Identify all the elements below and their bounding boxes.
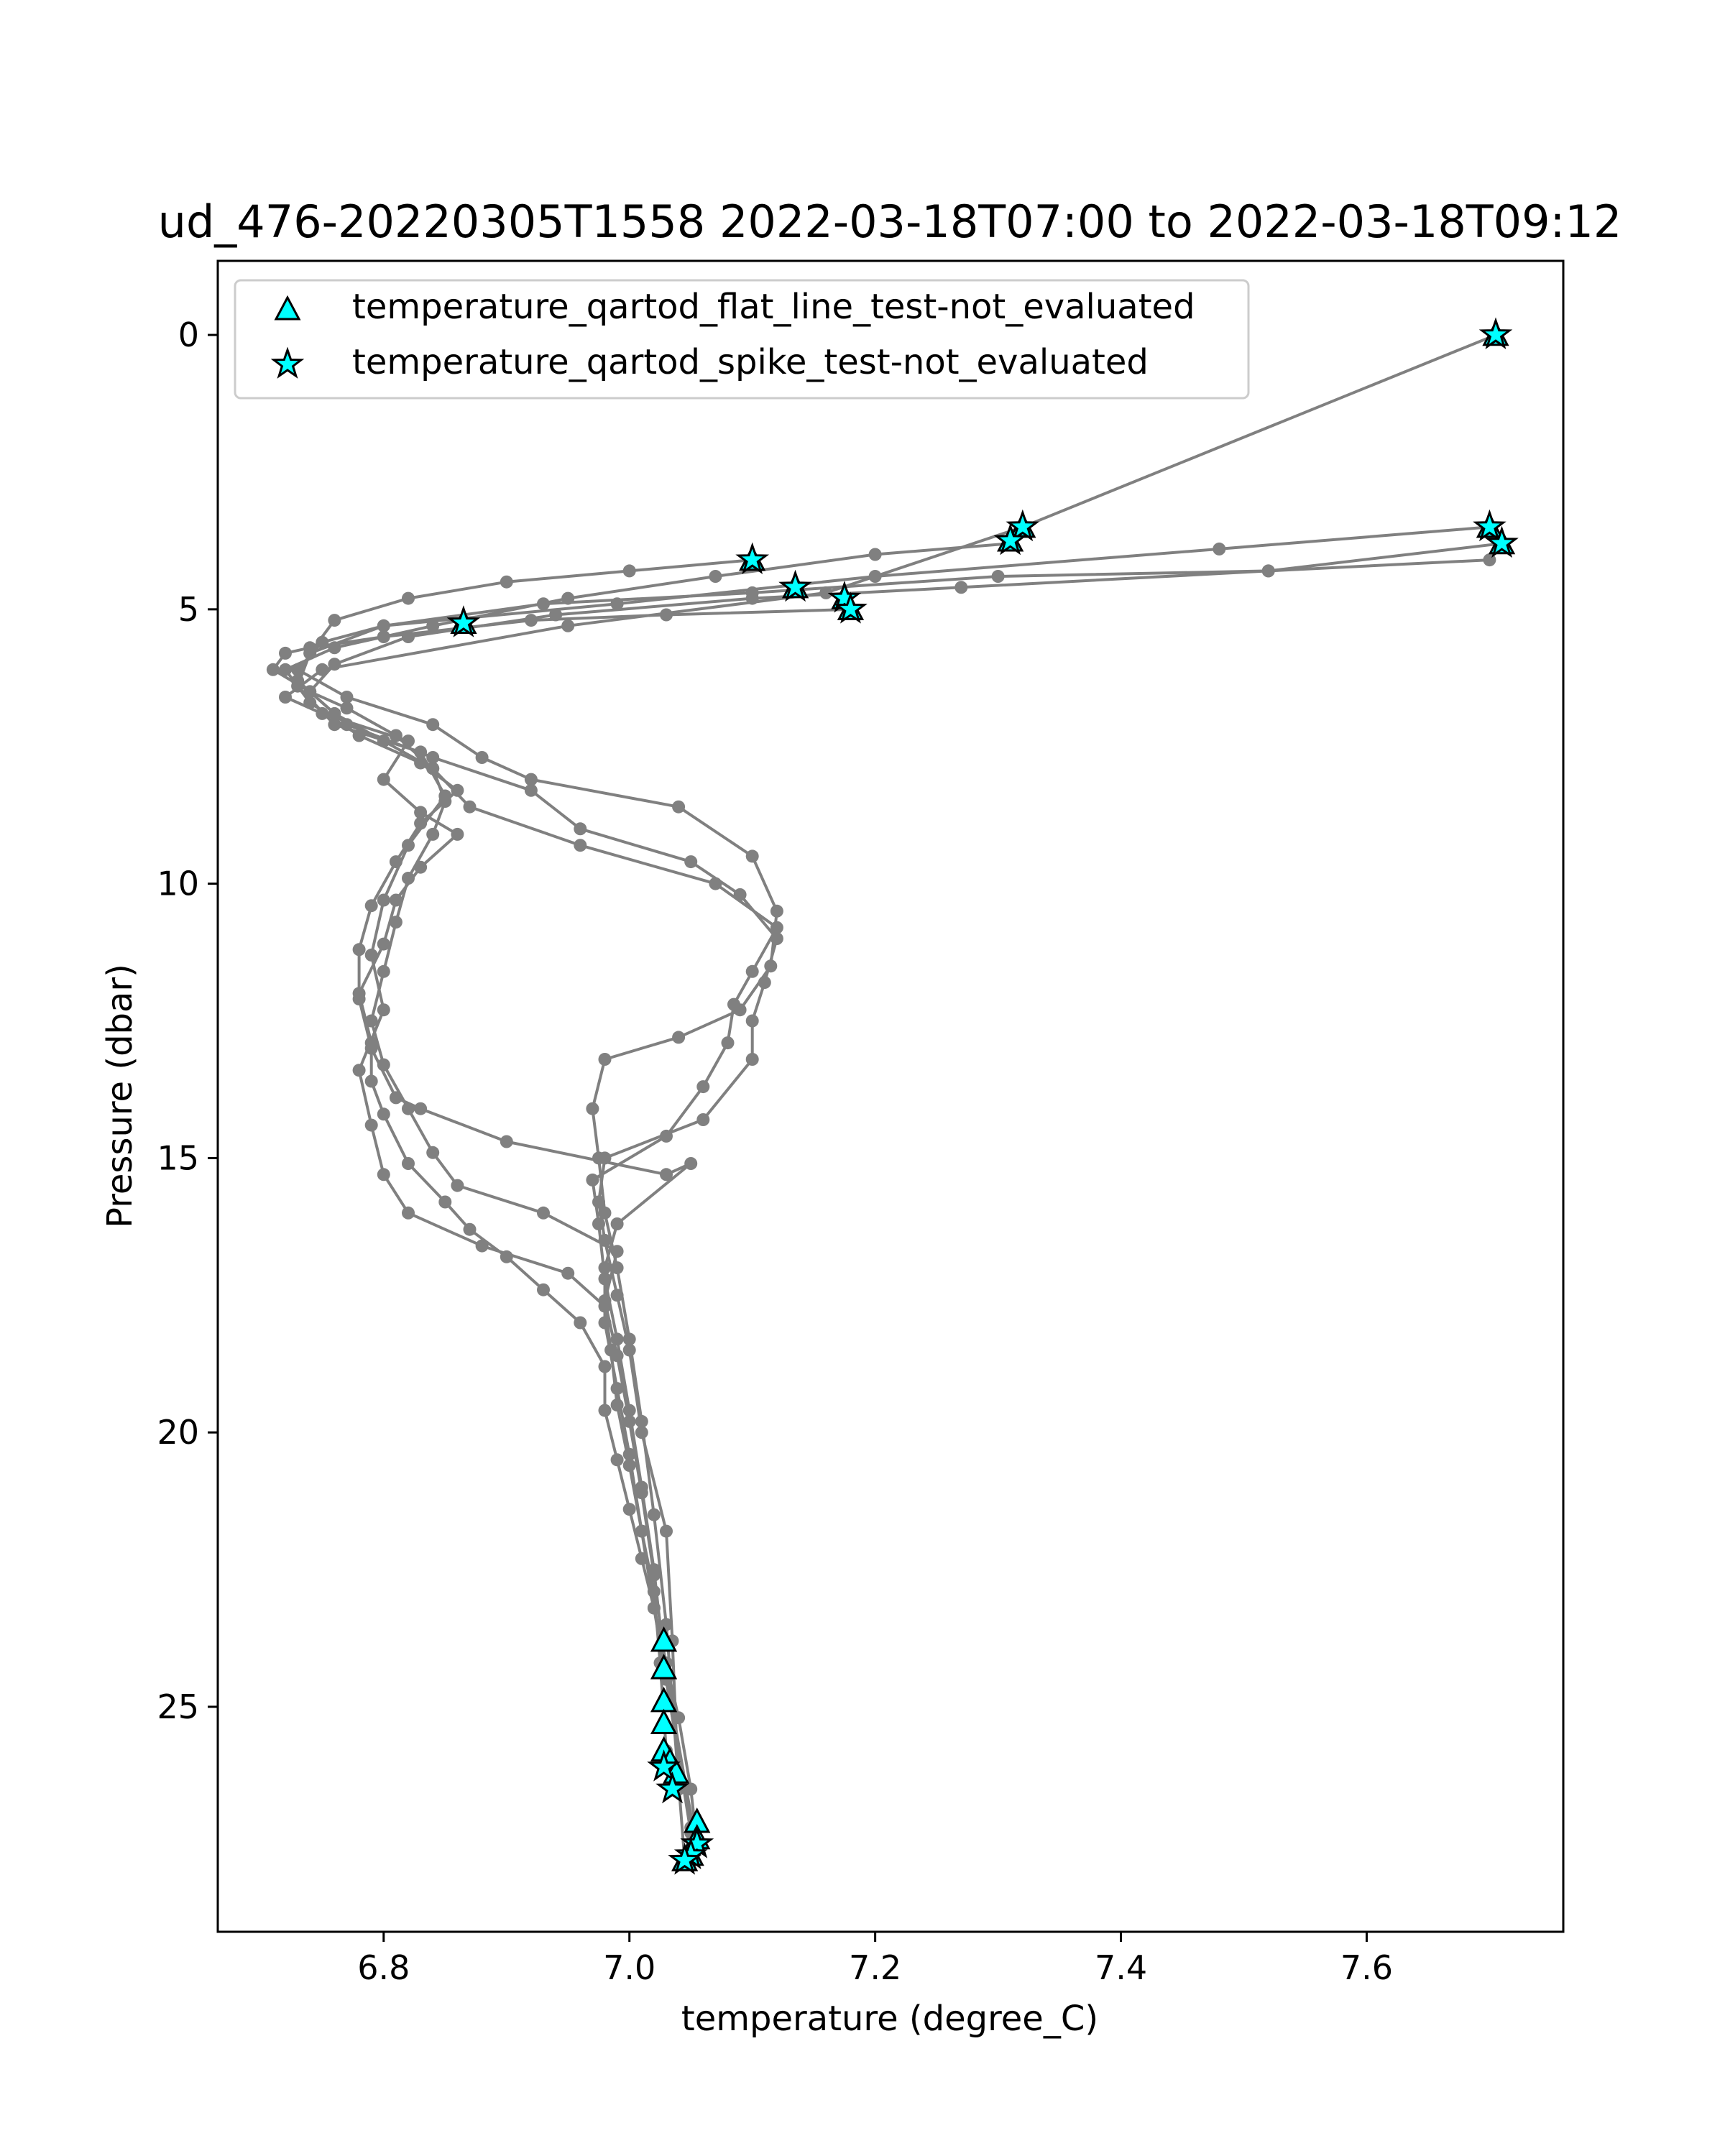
profile-point (586, 1174, 599, 1187)
profile-point (537, 1207, 550, 1220)
profile-point (426, 1146, 439, 1159)
profile-point (353, 943, 366, 956)
profile-point (623, 564, 636, 577)
profile-point (464, 801, 477, 814)
x-tick-label: 6.8 (357, 1948, 410, 1987)
profile-point (279, 691, 292, 704)
profile-point (561, 1267, 574, 1280)
profile-point (727, 998, 740, 1011)
profile-point (684, 1157, 697, 1170)
y-tick-label: 20 (157, 1413, 199, 1452)
x-tick-label: 7.4 (1094, 1948, 1148, 1987)
profile-point (599, 1053, 612, 1066)
y-tick-label: 0 (178, 315, 199, 355)
profile-point (992, 570, 1005, 583)
profile-point (592, 1217, 605, 1230)
profile-point (869, 548, 882, 561)
profile-point (500, 576, 513, 589)
profile-point (328, 707, 341, 720)
profile-point (365, 1015, 378, 1028)
chart-title: ud_476-20220305T1558 2022-03-18T07:00 to 2022-03-18T09:12 (157, 195, 1622, 248)
profile-point (451, 828, 464, 841)
profile-point (438, 795, 451, 808)
profile-point (426, 762, 439, 775)
legend (235, 280, 1248, 398)
profile-point (377, 894, 390, 907)
profile-point (1213, 543, 1225, 556)
profile-point (672, 1031, 685, 1044)
x-tick-label: 7.0 (603, 1948, 656, 1987)
profile-point (746, 1053, 759, 1066)
profile-point (574, 1317, 586, 1330)
profile-point (623, 1415, 636, 1428)
profile-point (561, 592, 574, 605)
profile-point (438, 1196, 451, 1209)
profile-point (390, 729, 402, 742)
profile-point (291, 674, 304, 687)
profile-point (426, 718, 439, 731)
profile-point (764, 959, 777, 972)
profile-point (365, 1119, 378, 1132)
profile-point (869, 570, 882, 583)
profile-point (365, 949, 378, 962)
x-axis-label: temperature (degree_C) (681, 1999, 1099, 2039)
profile-point (537, 1284, 550, 1296)
profile-point (599, 1294, 612, 1307)
profile-point (341, 701, 354, 714)
profile-point (402, 1157, 415, 1170)
profile-point (648, 1569, 661, 1582)
profile-point (709, 570, 722, 583)
profile-point (623, 1332, 636, 1345)
profile-point (672, 801, 685, 814)
profile-point (377, 1168, 390, 1181)
profile-point (586, 1102, 599, 1115)
profile-point (451, 1179, 464, 1192)
x-tick-label: 7.2 (849, 1948, 902, 1987)
profile-point (611, 1453, 624, 1466)
profile-point (390, 855, 402, 868)
profile-point (648, 1508, 661, 1521)
profile-point (476, 751, 489, 764)
profile-point (402, 592, 415, 605)
profile-point (365, 1042, 378, 1055)
profile-point (623, 1503, 636, 1516)
profile-point (770, 921, 783, 934)
profile-point (746, 1015, 759, 1028)
profile-point (353, 1064, 366, 1077)
profile-point (561, 619, 574, 632)
y-axis-label: Pressure (dbar) (100, 964, 140, 1228)
legend-label-flat-line: temperature_qartod_flat_line_test-not_evaluated (352, 287, 1195, 327)
profile-point (660, 1130, 673, 1143)
profile-point (525, 773, 538, 786)
profile-point (402, 1207, 415, 1220)
profile-point (599, 1404, 612, 1417)
profile-point (574, 822, 586, 835)
profile-point (746, 586, 759, 599)
legend-label-spike: temperature_qartod_spike_test-not_evaluated (352, 342, 1149, 382)
profile-point (377, 773, 390, 786)
x-tick-label: 7.6 (1340, 1948, 1394, 1987)
profile-point (635, 1415, 648, 1428)
y-tick-label: 15 (157, 1138, 199, 1178)
profile-point (402, 1102, 415, 1115)
y-tick-label: 25 (157, 1687, 199, 1726)
profile-point (746, 965, 759, 978)
profile-point (722, 1036, 735, 1049)
profile-point (599, 1360, 612, 1373)
profile-point (599, 1207, 612, 1220)
profile-point (1262, 564, 1275, 577)
profile-point (954, 581, 967, 594)
profile-point (365, 1075, 378, 1088)
profile-point (267, 663, 280, 676)
profile-point (660, 609, 673, 622)
profile-point (611, 1245, 624, 1258)
profile-point (611, 1217, 624, 1230)
profile-point (709, 877, 722, 890)
profile-point (660, 1525, 673, 1538)
profile-point (635, 1486, 648, 1499)
profile-point (684, 855, 697, 868)
profile-point (770, 905, 783, 918)
profile-point (414, 1102, 427, 1115)
profile-point (377, 1003, 390, 1016)
y-tick-label: 10 (157, 864, 199, 903)
profile-point (660, 1168, 673, 1181)
profile-point (696, 1113, 709, 1126)
profile-point (303, 647, 316, 660)
profile-point (377, 734, 390, 747)
profile-point (377, 965, 390, 978)
profile-point (611, 1349, 624, 1362)
profile-point (377, 630, 390, 643)
profile-point (746, 849, 759, 862)
profile-point (402, 872, 415, 885)
profile-point (328, 614, 341, 627)
y-tick-label: 5 (178, 589, 199, 629)
profile-point (525, 614, 538, 627)
profile-point (279, 647, 292, 660)
profile-point (414, 817, 427, 830)
profile-point (365, 899, 378, 912)
profile-point (328, 658, 341, 671)
profile-point (426, 828, 439, 841)
profile-point (377, 1107, 390, 1120)
profile-point (476, 1240, 489, 1253)
profile-point (696, 1080, 709, 1093)
profile-point (377, 1059, 390, 1072)
profile-point (574, 839, 586, 852)
profile-point (353, 992, 366, 1005)
profile-point (464, 1223, 477, 1236)
profile-point (500, 1135, 513, 1148)
profile-point (390, 916, 402, 929)
